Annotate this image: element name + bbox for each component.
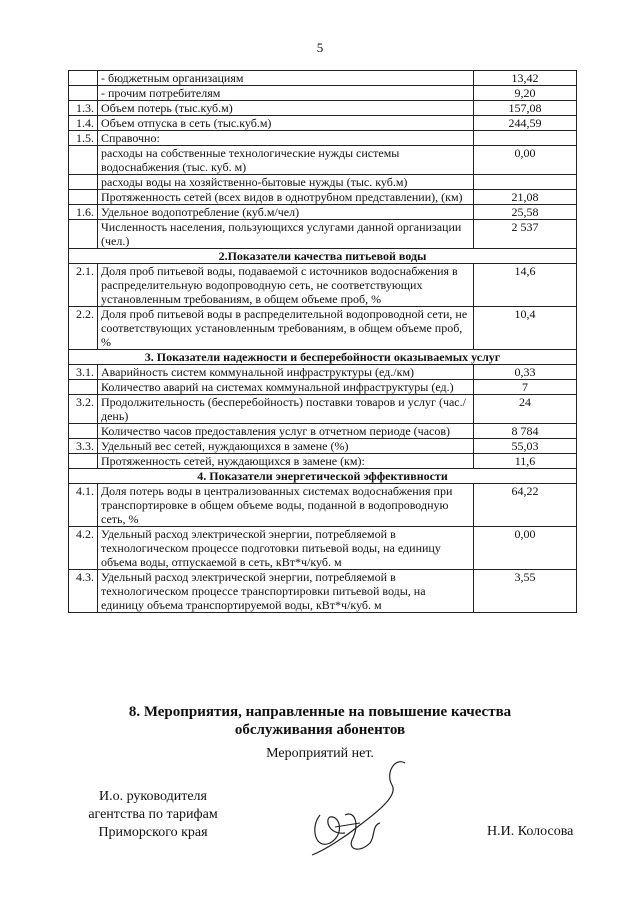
row-description: Удельный вес сетей, нуждающихся в замене (%) <box>98 439 474 454</box>
row-number <box>69 424 98 439</box>
row-value <box>474 131 577 146</box>
row-value: 8 784 <box>474 424 577 439</box>
row-value: 25,58 <box>474 205 577 220</box>
section-header-row <box>69 469 577 484</box>
row-number: 4.1. <box>69 484 98 527</box>
row-description: Доля проб питьевой воды в распределительной водопроводной сети, не соответствующих установленным требованиям, в общем объеме проб, % <box>98 307 474 350</box>
row-number <box>69 220 98 249</box>
row-description: Объем потерь (тыс.куб.м) <box>98 101 474 116</box>
row-description: Объем отпуска в сеть (тыс.куб.м) <box>98 116 474 131</box>
signer-title-line-1: И.о. руководителя <box>98 789 207 804</box>
signer-name: Н.И. Колосова <box>487 824 574 839</box>
row-description: - бюджетным организациям <box>98 71 474 86</box>
row-value: 0,00 <box>474 146 577 175</box>
row-value: 3,55 <box>474 570 577 613</box>
row-description: Доля проб питьевой воды, подаваемой с источников водоснабжения в распределительную водопроводную сеть, не соответствующих установленным требованиям, в общем объеме проб, % <box>98 264 474 307</box>
signer-title <box>58 788 248 842</box>
row-value: 14,6 <box>474 264 577 307</box>
page-number: 5 <box>316 40 324 55</box>
row-number: 4.3. <box>69 570 98 613</box>
row-description: Протяженность сетей (всех видов в однотрубном представлении), (км) <box>98 190 474 205</box>
row-description: расходы воды на хозяйственно-бытовые нужды (тыс. куб.м) <box>98 175 474 190</box>
row-value: 0,33 <box>474 365 577 380</box>
table-row <box>69 71 577 86</box>
section-8-heading <box>0 703 640 739</box>
row-value: 244,59 <box>474 116 577 131</box>
row-number <box>69 190 98 205</box>
section-header: 4. Показатели энергетической эффективности <box>69 469 577 484</box>
row-value: 9,20 <box>474 86 577 101</box>
signer-title-line-3: Приморского края <box>98 825 208 840</box>
row-description: Количество часов предоставления услуг в отчетном периоде (часов) <box>98 424 474 439</box>
row-description: расходы на собственные технологические нужды системы водоснабжения (тыс. куб. м) <box>98 146 474 175</box>
table-row <box>69 116 577 131</box>
indicators-table <box>68 70 577 613</box>
row-number: 3.2. <box>69 395 98 424</box>
row-number <box>69 175 98 190</box>
row-number: 3.3. <box>69 439 98 454</box>
table-row <box>69 190 577 205</box>
row-number <box>69 380 98 395</box>
row-value: 157,08 <box>474 101 577 116</box>
table-row <box>69 86 577 101</box>
row-number: 1.6. <box>69 205 98 220</box>
row-value: 2 537 <box>474 220 577 249</box>
row-number <box>69 86 98 101</box>
table-row <box>69 264 577 307</box>
table-row <box>69 131 577 146</box>
table-row <box>69 454 577 469</box>
row-description: Удельное водопотребление (куб.м/чел) <box>98 205 474 220</box>
row-number <box>69 146 98 175</box>
section-header-row <box>69 350 577 365</box>
table-row <box>69 527 577 570</box>
section-header-row <box>69 249 577 264</box>
table-row <box>69 424 577 439</box>
table-row <box>69 484 577 527</box>
row-number: 1.4. <box>69 116 98 131</box>
row-value: 64,22 <box>474 484 577 527</box>
row-description: Численность населения, пользующихся услугами данной организации (чел.) <box>98 220 474 249</box>
row-description: Продолжительность (бесперебойность) поставки товаров и услуг (час./день) <box>98 395 474 424</box>
row-number: 4.2. <box>69 527 98 570</box>
row-description: Удельный расход электрической энергии, потребляемой в технологическом процессе подготовки питьевой воды, на единицу объема воды, отпускаемой в сеть, кВт*ч/куб. м <box>98 527 474 570</box>
signer-title-line-2: агентства по тарифам <box>88 807 218 822</box>
row-number <box>69 71 98 86</box>
row-value: 13,42 <box>474 71 577 86</box>
table-row <box>69 395 577 424</box>
row-description: - прочим потребителям <box>98 86 474 101</box>
handwritten-signature-icon <box>300 755 430 865</box>
row-description: Аварийность систем коммунальной инфраструктуры (ед./км) <box>98 365 474 380</box>
row-description: Количество аварий на системах коммунальной инфраструктуры (ед.) <box>98 380 474 395</box>
row-value: 0,00 <box>474 527 577 570</box>
row-number: 3.1. <box>69 365 98 380</box>
indicators-table-body <box>69 71 577 613</box>
table-row <box>69 365 577 380</box>
row-number: 2.1. <box>69 264 98 307</box>
row-value: 24 <box>474 395 577 424</box>
section-8-heading-line-2: обслуживания абонентов <box>234 722 406 738</box>
row-description: Справочно: <box>98 131 474 146</box>
table-row <box>69 380 577 395</box>
row-number: 1.3. <box>69 101 98 116</box>
row-value: 21,08 <box>474 190 577 205</box>
section-header: 2.Показатели качества питьевой воды <box>69 249 577 264</box>
section-header: 3. Показатели надежности и бесперебойности оказываемых услуг <box>69 350 577 365</box>
row-description: Протяженность сетей, нуждающихся в замене (км): <box>98 454 474 469</box>
section-8-heading-line-1: 8. Мероприятия, направленные на повышение качества <box>128 704 512 720</box>
table-row <box>69 101 577 116</box>
row-description: Удельный расход электрической энергии, потребляемой в технологическом процессе транспортировки питьевой воды, на единицу объема транспортируемой воды, кВт*ч/куб. м <box>98 570 474 613</box>
table-row <box>69 220 577 249</box>
table-row <box>69 205 577 220</box>
row-value: 7 <box>474 380 577 395</box>
table-row <box>69 146 577 175</box>
row-description: Доля потерь воды в централизованных системах водоснабжения при транспортировке в общем объеме воды, поданной в водопроводную сеть, % <box>98 484 474 527</box>
row-number <box>69 454 98 469</box>
table-row <box>69 570 577 613</box>
row-value: 10,4 <box>474 307 577 350</box>
table-row <box>69 175 577 190</box>
row-value: 11,6 <box>474 454 577 469</box>
table-row <box>69 307 577 350</box>
row-value <box>474 175 577 190</box>
row-number: 1.5. <box>69 131 98 146</box>
row-number: 2.2. <box>69 307 98 350</box>
table-row <box>69 439 577 454</box>
no-events-note: Мероприятий нет. <box>266 746 374 761</box>
row-value: 55,03 <box>474 439 577 454</box>
